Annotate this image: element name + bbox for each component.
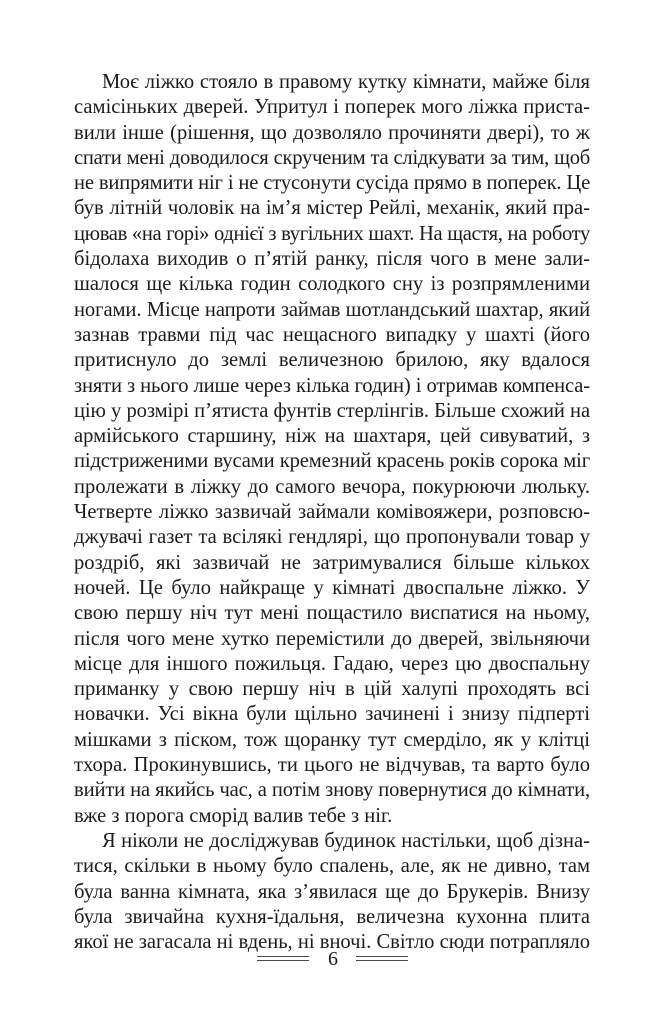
- text-line: була ванна кімната, яка з’явилася ще до Брукерів. Внизу: [74, 880, 590, 903]
- text-line: вже з порога сморід валив тебе з ніг.: [74, 804, 393, 827]
- text-line: якої не загасала ні вдень, ні вночі. Світло сюди потрапляло: [74, 931, 590, 954]
- text-line: не випрямити ніг і не стусонути сусіда прямо в поперек. Це: [74, 172, 591, 195]
- body-text: [74, 70, 590, 955]
- text-line: самісіньких дверей. Упритул і поперек мого ліжка приста-: [74, 96, 590, 119]
- text-line: вили інше (рішення, що дозволяло прочиняти двері), то ж: [74, 121, 590, 144]
- text-line: цію у розмірі п’ятиста фунтів стерлінгів. Більше схожий на: [74, 399, 590, 422]
- text-line: армійського старшину, ніж на шахтаря, цей сивуватий, з: [74, 425, 590, 448]
- text-line: пролежати в ліжку до самого вечора, покурюючи люльку.: [74, 475, 590, 498]
- text-line: місце для іншого пожильця. Гадаю, через цю двоспальну: [74, 652, 590, 675]
- text-line: була звичайна кухня-їдальня, величезна кухонна плита: [74, 905, 590, 928]
- page-number: 6: [328, 948, 338, 970]
- text-line: зазнав травми під час нещасного випадку у шахті (його: [74, 323, 590, 346]
- text-line: Четверте ліжко зазвичай займали комівояжери, розповсю-: [74, 501, 590, 524]
- page-footer: [0, 947, 665, 977]
- text-line: шалося ще кілька годин солодкого сну із розпрямленими: [74, 273, 590, 296]
- paragraph-1: [74, 70, 590, 829]
- text-line: спати мені доводилося скрученим та слідкувати за тим, щоб: [74, 146, 590, 169]
- text-line: вийти на якийсь час, а потім знову повернутися до кімнати,: [74, 779, 590, 802]
- text-line: ночей. Це було найкраще у кімнаті двоспальне ліжко. У: [74, 576, 590, 599]
- text-line: був літній чоловік на ім’я містер Рейлі, механік, який пра-: [74, 197, 590, 220]
- text-line: після чого мене хутко перемістили до дверей, звільняючи: [74, 627, 590, 650]
- text-line: ногами. Місце напроти займав шотландський шахтар, який: [74, 298, 590, 321]
- text-line: цював «на горі» однієї з вугільних шахт. На щастя, на роботу: [74, 222, 590, 245]
- text-line: свою першу ніч тут мені пощастило виспатися на ньому,: [74, 602, 590, 625]
- paragraph-2: [74, 829, 590, 955]
- text-line: притиснуло до землі величезною брилою, яку вдалося: [74, 349, 590, 372]
- text-line: мішками з піском, тож щоранку тут смерділо, як у клітці: [74, 728, 590, 751]
- text-line: Я ніколи не досліджував будинок настільки, щоб дізна-: [102, 829, 590, 852]
- text-line: Моє ліжко стояло в правому кутку кімнати, майже біля: [102, 71, 590, 93]
- text-line: новачки. Усі вікна були щільно зачинені і знизу підперті: [74, 703, 590, 726]
- footer-double-rule-left: [257, 956, 309, 961]
- text-line: тхора. Прокинувшись, ти цього не відчував, та варто було: [74, 754, 590, 777]
- text-line: тися, скільки в ньому було спалень, але, як не дивно, там: [74, 855, 590, 878]
- text-line: підстриженими вусами кремезний красень років сорока міг: [74, 450, 590, 473]
- footer-double-rule-right: [356, 956, 408, 961]
- text-line: джувачі газет та всілякі гендлярі, що пропонували товар у: [74, 526, 590, 549]
- text-line: зняти з нього лише через кілька годин) і отримав компенса-: [74, 374, 590, 397]
- text-line: роздріб, які зазвичай не затримувалися більше кількох: [74, 551, 590, 574]
- text-line: приманку у свою першу ніч в цій халупі проходять всі: [74, 678, 590, 701]
- text-line: бідолаха виходив о п’ятій ранку, після чого в мене зали-: [74, 248, 590, 271]
